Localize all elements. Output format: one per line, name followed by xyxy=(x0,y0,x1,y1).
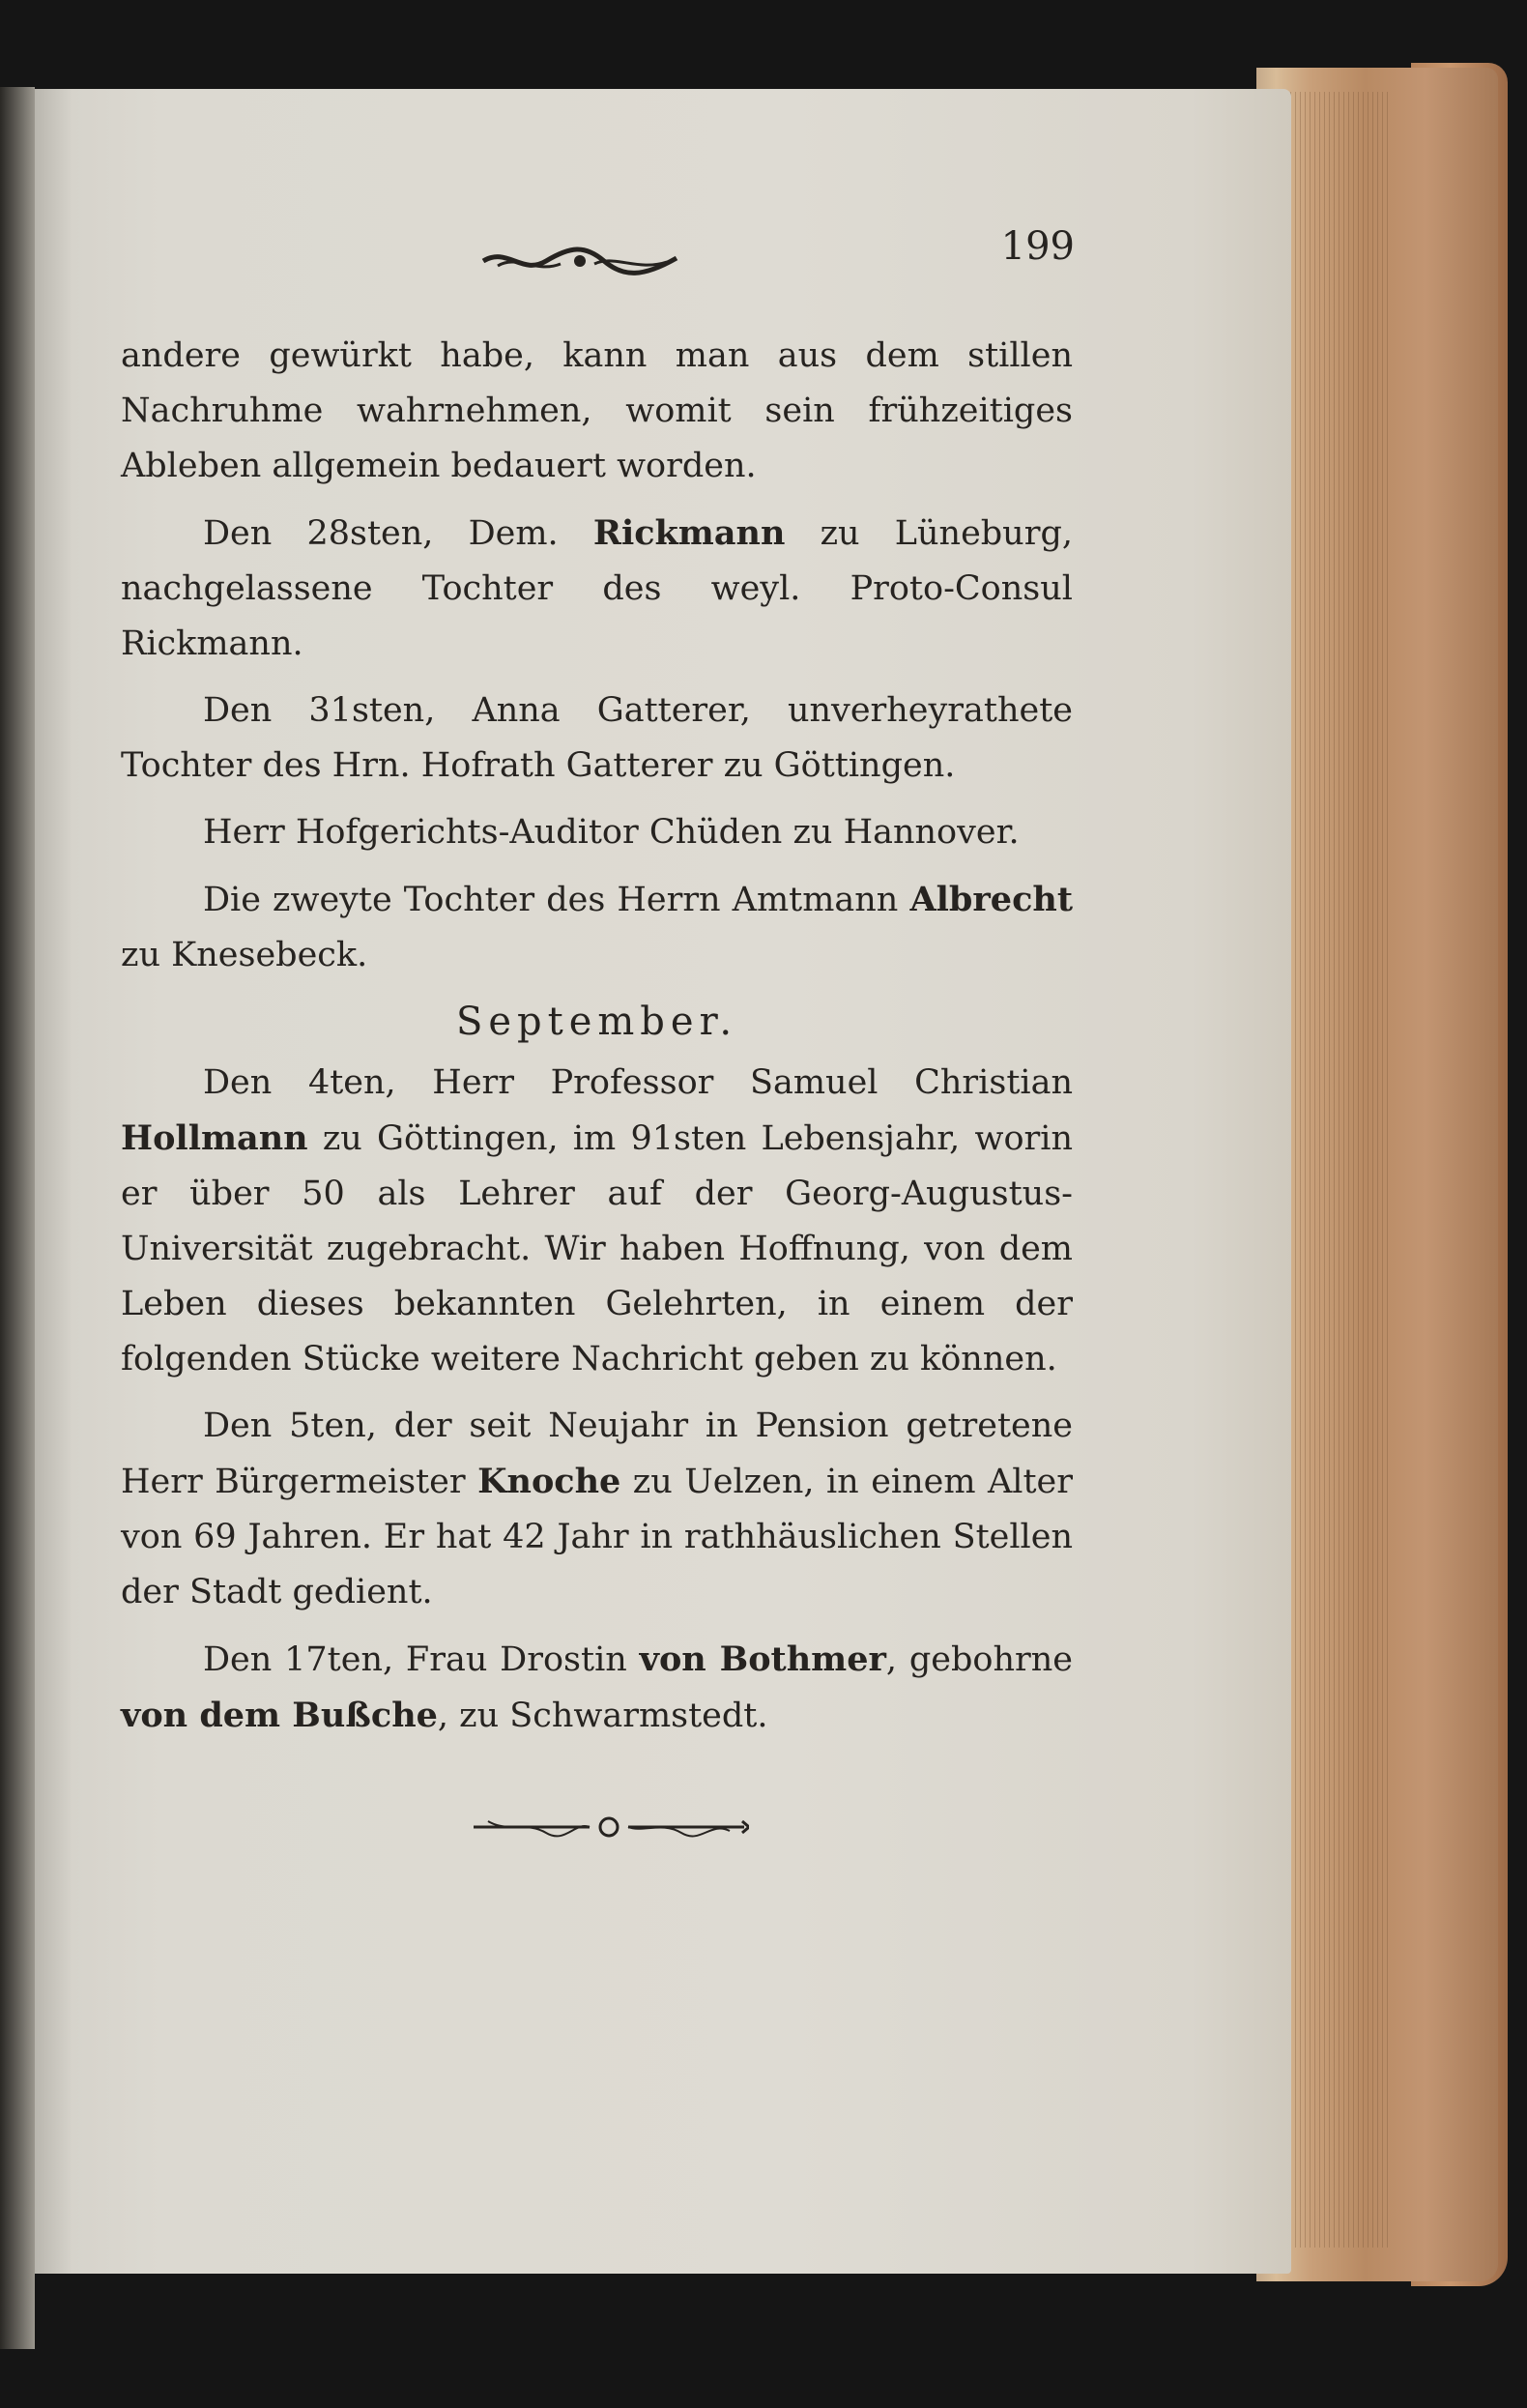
vignette-ornament-icon xyxy=(469,1808,749,1846)
text: zu Uelzen, in einem Alter von 69 Jahren. Er hat 42 Jahr in rathhäuslichen Stellen der Stadt gedient. xyxy=(121,1463,1073,1611)
name-albrecht: Albrecht xyxy=(909,880,1073,919)
paragraph-albrecht xyxy=(121,872,1073,983)
page-block-lines xyxy=(1285,92,1392,2248)
page-number: 199 xyxy=(1000,224,1075,269)
paragraph-chueden: Herr Hofgerichts-Auditor Chüden zu Hannover. xyxy=(203,813,1020,852)
text: zu Lüneburg, nachgelassene Tochter des weyl. Proto-Consul Rickmann. xyxy=(121,514,1073,663)
text: Den 17ten, Frau Drostin xyxy=(203,1640,640,1679)
text: Den 4ten, Herr Professor Samuel Christian xyxy=(203,1063,1073,1102)
page-text xyxy=(121,222,1073,1755)
text: , zu Schwarmstedt. xyxy=(437,1697,768,1735)
paragraph-bothmer xyxy=(121,1632,1073,1744)
paragraph-continuation: andere gewürkt habe, kann man aus dem stillen Nachruhme wahrnehmen, womit sein frühzeitiges Ableben allgemein bedauert worden. xyxy=(121,336,1073,485)
text: zu Göttingen, im 91sten Lebensjahr, worin er über 50 als Lehrer auf der Georg-Augustus-Universität zugebracht. Wir haben Hoffnung, von dem Leben dieses bekannten Gelehrten, in einem der folgenden Stücke weitere Nachricht geben zu können. xyxy=(121,1119,1073,1378)
previous-page-edge xyxy=(0,87,35,2349)
text: Den 5ten, der seit Neujahr in Pension getretene Herr Bürgermeister xyxy=(121,1407,1073,1501)
text: Den 28sten, Dem. xyxy=(203,514,593,553)
name-hollmann: Hollmann xyxy=(121,1118,308,1158)
text: , gebohrne xyxy=(885,1640,1073,1679)
paragraph-hollmann xyxy=(121,1056,1073,1387)
text: Die zweyte Tochter des Herrn Amtmann xyxy=(203,881,910,919)
paragraph-gatterer: Den 31sten, Anna Gatterer, unverheyrathete Tochter des Hrn. Hofrath Gatterer zu Göttingen. xyxy=(121,691,1073,785)
paragraph-rickmann xyxy=(121,506,1073,672)
month-heading: September. xyxy=(455,1000,738,1044)
paragraph-knoche xyxy=(121,1399,1073,1620)
name-bothmer: von Bothmer xyxy=(639,1639,886,1679)
text: zu Knesebeck. xyxy=(121,936,368,974)
name-bussche: von dem Bußche xyxy=(121,1696,438,1735)
name-knoche: Knoche xyxy=(477,1462,621,1501)
name-rickmann: Rickmann xyxy=(592,513,786,553)
